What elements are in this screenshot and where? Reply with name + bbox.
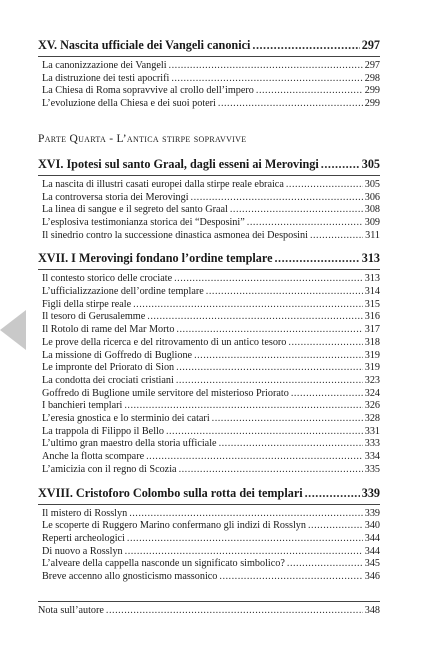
chapter-title: XV. Nascita ufficiale dei Vangeli canonici bbox=[38, 38, 251, 52]
toc-entry-author-note[interactable]: Nota sull’autore ..... 348 bbox=[38, 605, 380, 618]
toc-entry[interactable]: I banchieri templari ..... 326 bbox=[38, 400, 380, 413]
chapter-page: 297 bbox=[361, 38, 380, 52]
toc-entry[interactable]: Di nuovo a Rosslyn ..... 344 bbox=[38, 546, 380, 559]
toc-entry[interactable]: Breve accenno allo gnosticismo massonico ..... 346 bbox=[38, 571, 380, 584]
toc-entry[interactable]: Reperti archeologici ..... 344 bbox=[38, 533, 380, 546]
toc-entry[interactable]: L’eresia gnostica e lo sterminio dei catari ..... 328 bbox=[38, 413, 380, 426]
toc-entry[interactable]: La condotta dei crociati cristiani ..... 323 bbox=[38, 375, 380, 388]
chapter-15 bbox=[38, 38, 380, 111]
toc-entry[interactable]: La nascita di illustri casati europei dalla stirpe reale ebraica ..... 305 bbox=[38, 179, 380, 192]
toc-entry[interactable]: Il tesoro di Gerusalemme ..... 316 bbox=[38, 311, 380, 324]
toc-entry[interactable]: Le prove della ricerca e del ritrovamento di un antico tesoro ..... 318 bbox=[38, 337, 380, 350]
table-of-contents bbox=[38, 38, 380, 618]
part-title: L’antica stirpe sopravvive bbox=[116, 132, 247, 145]
toc-entry[interactable]: La trappola di Filippo il Bello ..... 331 bbox=[38, 426, 380, 439]
toc-entry[interactable]: Il mistero di Rosslyn ..... 339 bbox=[38, 508, 380, 521]
chapter-16 bbox=[38, 157, 380, 243]
chapter-rule bbox=[38, 56, 380, 57]
toc-entry[interactable]: L’esplosiva testimonianza storica dei “Desposini” ..... 309 bbox=[38, 217, 380, 230]
toc-entry[interactable]: La linea di sangue e il segreto del santo Graal ..... 308 bbox=[38, 204, 380, 217]
toc-entry[interactable]: Goffredo di Buglione umile servitore del misterioso Priorato ..... 324 bbox=[38, 388, 380, 401]
toc-entry[interactable]: La canonizzazione dei Vangeli ..... 297 bbox=[38, 60, 380, 73]
toc-entry[interactable]: L’evoluzione della Chiesa e dei suoi poteri ..... 299 bbox=[38, 98, 380, 111]
toc-entry[interactable]: Il contesto storico delle crociate ..... 313 bbox=[38, 273, 380, 286]
dot-leader bbox=[252, 38, 359, 53]
toc-entry[interactable]: La distruzione dei testi apocrifi ..... 298 bbox=[38, 73, 380, 86]
toc-entry[interactable]: La missione di Goffredo di Buglione ..... 319 bbox=[38, 350, 380, 363]
part-heading: Parte Quarta - L’antica stirpe sopravvive bbox=[38, 132, 247, 145]
footer-rule bbox=[38, 601, 380, 602]
chapter-title: XVIII. Cristoforo Colombo sulla rotta dei templari bbox=[38, 485, 303, 500]
chapter-page: 339 bbox=[361, 485, 380, 500]
toc-entry[interactable]: La controversa storia dei Merovingi ..... 306 bbox=[38, 192, 380, 205]
toc-entry[interactable]: Il sinedrio contro la successione dinastica asmonea dei Desposini ..... 311 bbox=[38, 230, 380, 243]
chapter-17 bbox=[38, 251, 380, 476]
dot-leader bbox=[305, 486, 360, 501]
chapter-page: 305 bbox=[361, 156, 380, 171]
toc-entry[interactable]: L’ultimo gran maestro della storia ufficiale ..... 333 bbox=[38, 438, 380, 451]
dot-leader bbox=[275, 251, 360, 266]
toc-entry[interactable]: L’amicizia con il regno di Scozia ..... 335 bbox=[38, 464, 380, 477]
toc-entry[interactable]: L’alveare della cappella nasconde un significato simbolico? ..... 345 bbox=[38, 558, 380, 571]
toc-entry[interactable]: Il Rotolo di rame del Mar Morto ..... 317 bbox=[38, 324, 380, 337]
chapter-heading[interactable] bbox=[38, 38, 380, 53]
chapter-heading[interactable] bbox=[38, 251, 380, 266]
toc-entry[interactable]: Le scoperte di Ruggero Marino confermano gli indizi di Rosslyn ..... 340 bbox=[38, 520, 380, 533]
toc-entry[interactable]: La Chiesa di Roma sopravvive al crollo dell’impero ..... 299 bbox=[38, 85, 380, 98]
part-prefix: Parte Quarta bbox=[38, 132, 107, 145]
toc-entry[interactable]: Anche la flotta scompare ..... 334 bbox=[38, 451, 380, 464]
previous-page-arrow-icon[interactable] bbox=[0, 310, 26, 350]
dot-leader bbox=[321, 157, 360, 172]
chapter-rule bbox=[38, 269, 380, 270]
toc-entry[interactable]: Figli della stirpe reale ..... 315 bbox=[38, 299, 380, 312]
toc-entry[interactable]: Le impronte del Priorato di Sion ..... 319 bbox=[38, 362, 380, 375]
chapter-rule bbox=[38, 504, 380, 505]
chapter-18 bbox=[38, 486, 380, 584]
chapter-title: XVI. Ipotesi sul santo Graal, dagli esseni ai Merovingi bbox=[38, 156, 319, 171]
chapter-title: XVII. I Merovingi fondano l’ordine templare bbox=[38, 251, 273, 266]
toc-entry[interactable]: L’ufficializzazione dell’ordine templare ..... 314 bbox=[38, 286, 380, 299]
chapter-rule bbox=[38, 175, 380, 176]
chapter-heading[interactable] bbox=[38, 486, 380, 501]
chapter-page: 313 bbox=[361, 251, 380, 266]
chapter-heading[interactable] bbox=[38, 157, 380, 172]
